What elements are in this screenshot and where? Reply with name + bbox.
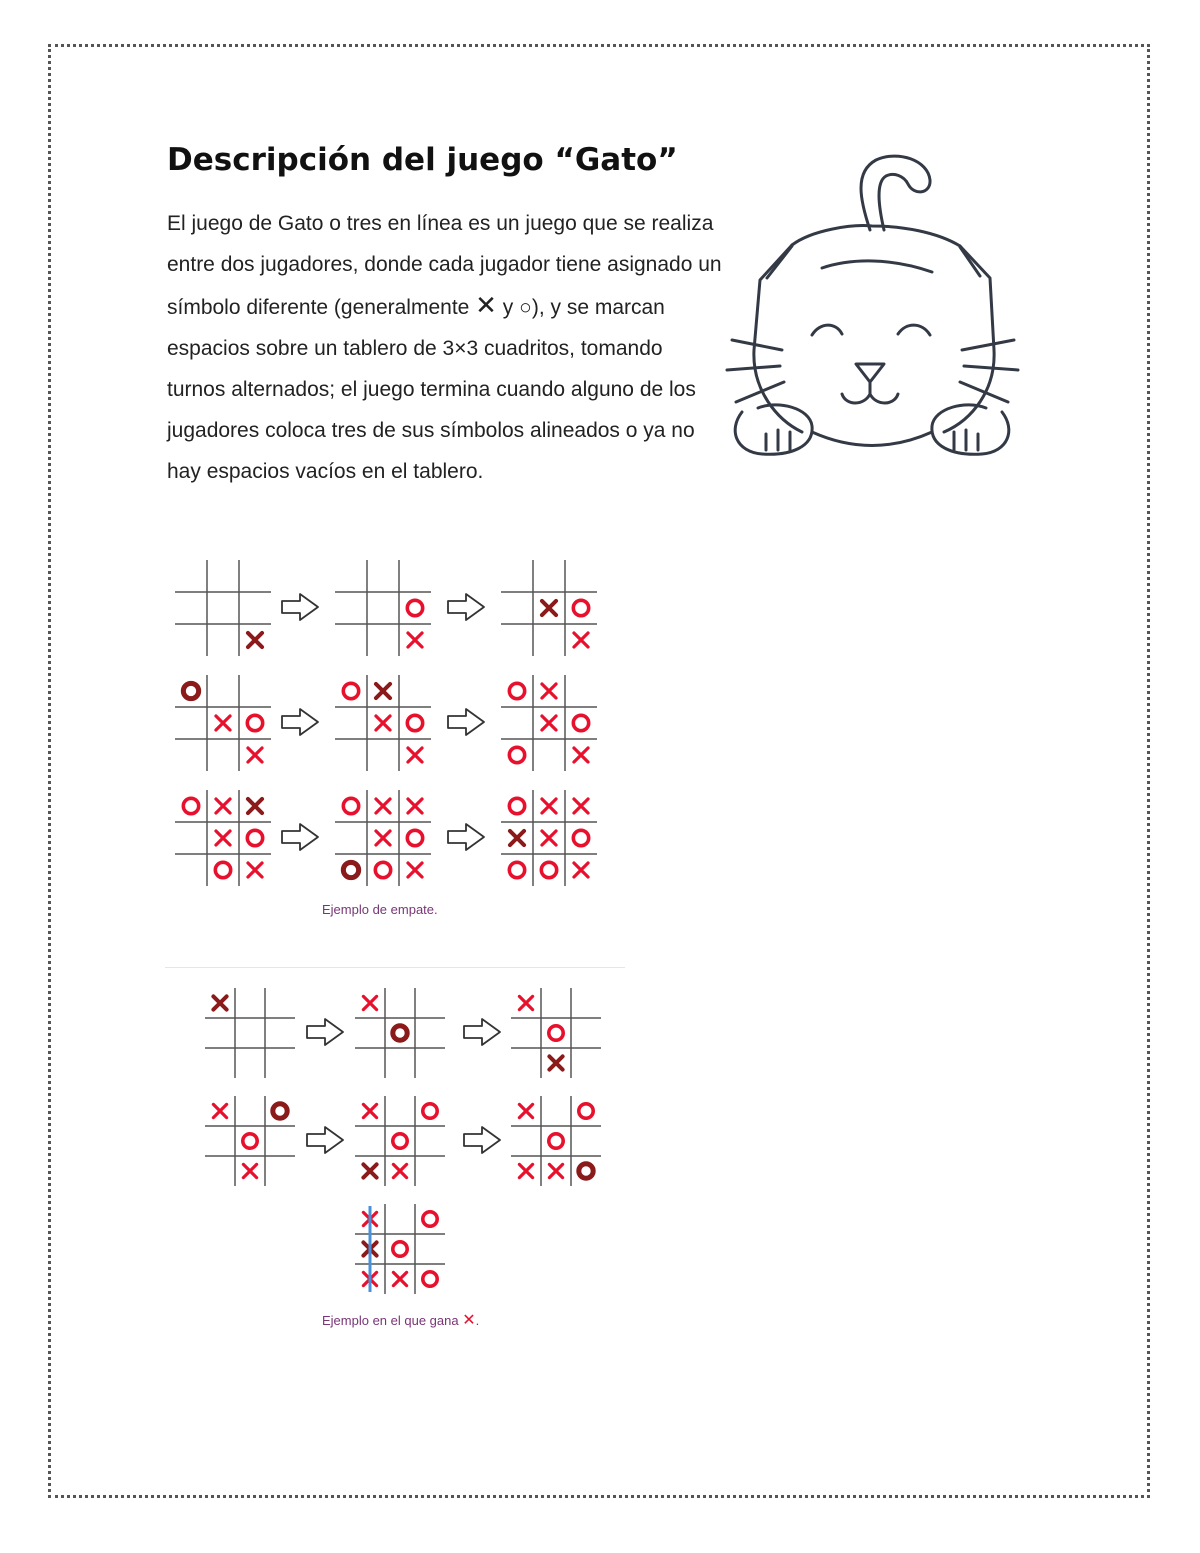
o-mark — [375, 862, 390, 877]
arrow-icon — [446, 592, 486, 622]
game-board — [173, 788, 273, 888]
x-mark — [574, 748, 588, 762]
o-mark — [423, 1272, 437, 1286]
o-mark — [183, 798, 198, 813]
x-symbol-caption: ✕ — [462, 1312, 476, 1329]
x-mark — [574, 863, 588, 877]
o-mark — [573, 600, 588, 615]
o-mark — [343, 683, 358, 698]
o-mark — [407, 600, 422, 615]
o-symbol: ○ — [519, 296, 532, 319]
cat-illustration — [722, 150, 1022, 470]
caption-win-text: Ejemplo en el que gana — [322, 1313, 459, 1328]
x-mark — [248, 748, 262, 762]
arrow-icon — [446, 822, 486, 852]
o-mark — [573, 715, 588, 730]
arrow-icon — [446, 707, 486, 737]
o-mark — [273, 1104, 287, 1118]
arrow-icon — [462, 1017, 502, 1047]
o-mark — [243, 1134, 257, 1148]
game-board — [203, 986, 297, 1080]
description-text-2: y — [496, 296, 520, 319]
x-mark — [213, 996, 226, 1009]
x-mark — [574, 633, 588, 647]
x-mark — [248, 633, 262, 647]
x-mark — [519, 996, 532, 1009]
o-mark — [579, 1164, 593, 1178]
o-mark — [393, 1134, 407, 1148]
game-board — [333, 673, 433, 773]
x-mark — [376, 831, 390, 845]
x-mark — [408, 748, 422, 762]
description-text-3: ), y se marcan espacios sobre un tablero de 3×3 cuadritos, tomando turnos alternados; el juego termina cuando alguno de los jugadores coloca tres de sus símbolos alineados o ya no hay espacios vacíos en el tablero. — [167, 296, 696, 483]
game-board — [203, 1094, 297, 1188]
o-mark — [247, 715, 262, 730]
x-mark — [216, 716, 230, 730]
x-mark — [248, 799, 262, 813]
arrow-icon — [280, 822, 320, 852]
x-mark — [549, 1164, 562, 1177]
game-board — [353, 986, 447, 1080]
o-mark — [579, 1104, 593, 1118]
x-mark — [408, 863, 422, 877]
x-mark — [542, 684, 556, 698]
o-mark — [393, 1026, 407, 1040]
x-mark — [243, 1164, 256, 1177]
x-mark — [393, 1272, 406, 1285]
x-mark — [216, 831, 230, 845]
x-mark — [549, 1056, 562, 1069]
x-symbol: ✕ — [475, 290, 497, 320]
caption-tie: Ejemplo de empate. — [322, 902, 438, 917]
o-mark — [509, 747, 524, 762]
game-board — [173, 558, 273, 658]
arrow-icon — [305, 1017, 345, 1047]
x-mark — [393, 1164, 406, 1177]
page-title: Descripción del juego “Gato” — [167, 142, 678, 178]
o-mark — [407, 830, 422, 845]
o-mark — [343, 798, 358, 813]
game-board — [333, 788, 433, 888]
x-mark — [248, 863, 262, 877]
game-board — [509, 1094, 603, 1188]
game-board — [353, 1202, 447, 1296]
x-mark — [376, 716, 390, 730]
arrow-icon — [305, 1125, 345, 1155]
game-board — [499, 673, 599, 773]
o-mark — [549, 1134, 563, 1148]
caption-win: Ejemplo en el que gana ✕. — [322, 1312, 480, 1329]
game-board — [353, 1094, 447, 1188]
x-mark — [376, 684, 390, 698]
x-mark — [574, 799, 588, 813]
game-board — [333, 558, 433, 658]
o-mark — [509, 862, 524, 877]
x-mark — [363, 1104, 376, 1117]
x-mark — [376, 799, 390, 813]
o-mark — [407, 715, 422, 730]
x-mark — [542, 799, 556, 813]
game-description — [167, 203, 722, 492]
o-mark — [423, 1104, 437, 1118]
x-mark — [408, 799, 422, 813]
o-mark — [183, 683, 198, 698]
o-mark — [509, 798, 524, 813]
o-mark — [549, 1026, 563, 1040]
separator — [165, 967, 625, 968]
o-mark — [573, 830, 588, 845]
o-mark — [423, 1212, 437, 1226]
game-board — [173, 673, 273, 773]
o-mark — [215, 862, 230, 877]
o-mark — [509, 683, 524, 698]
o-mark — [393, 1242, 407, 1256]
game-board — [499, 788, 599, 888]
x-mark — [510, 831, 524, 845]
description-text-1: El juego de Gato o tres en línea es un juego que se realiza entre dos jugadores, donde cada jugador tiene asignado un símbolo diferente (generalmente — [167, 212, 722, 319]
x-mark — [542, 716, 556, 730]
x-mark — [363, 1164, 376, 1177]
o-mark — [247, 830, 262, 845]
x-mark — [542, 601, 556, 615]
x-mark — [542, 831, 556, 845]
x-mark — [519, 1104, 532, 1117]
x-mark — [519, 1164, 532, 1177]
o-mark — [541, 862, 556, 877]
o-mark — [343, 862, 358, 877]
x-mark — [213, 1104, 226, 1117]
game-board — [499, 558, 599, 658]
game-board — [509, 986, 603, 1080]
x-mark — [216, 799, 230, 813]
arrow-icon — [280, 592, 320, 622]
x-mark — [408, 633, 422, 647]
x-mark — [363, 996, 376, 1009]
arrow-icon — [462, 1125, 502, 1155]
arrow-icon — [280, 707, 320, 737]
